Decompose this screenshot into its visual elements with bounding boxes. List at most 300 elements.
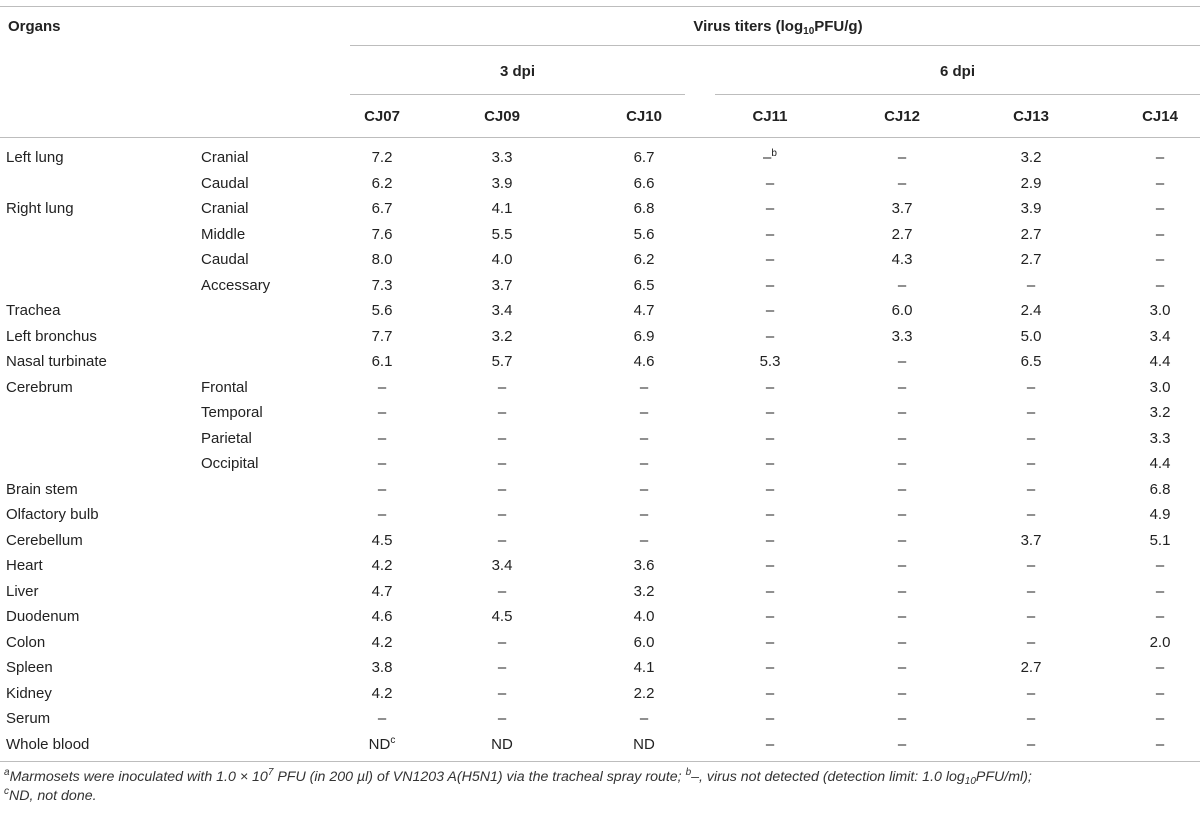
group-3dpi-header: 3 dpi — [499, 63, 535, 80]
titer-cell — [981, 149, 1081, 167]
titer-value: 3.9 — [491, 174, 513, 192]
titer-cell — [852, 251, 952, 269]
organs-header: Organs — [8, 18, 61, 35]
titer-value: – — [497, 684, 507, 702]
titer-value: 3.4 — [1149, 327, 1171, 345]
titer-cell — [981, 353, 1081, 371]
titer-value: 6.8 — [1149, 480, 1171, 498]
titer-underline — [350, 45, 1200, 46]
titer-value: 3.9 — [1020, 200, 1042, 217]
titer-cell — [1110, 302, 1200, 320]
titer-cell — [1110, 175, 1200, 193]
titer-value: 2.7 — [891, 225, 913, 243]
titer-value: – — [1155, 582, 1165, 600]
titer-cell — [720, 430, 820, 448]
titer-cell — [1110, 226, 1200, 244]
titer-value: – — [1026, 608, 1036, 625]
titer-value: – — [897, 149, 907, 166]
organ-label: Olfactory bulb — [6, 506, 99, 523]
titer-cell — [852, 608, 952, 626]
titer-value: 6.0 — [891, 302, 913, 319]
sub-region-label: Parietal — [201, 429, 252, 447]
titer-value: – — [897, 506, 907, 523]
titer-value: 5.0 — [1020, 327, 1042, 345]
titer-cell — [981, 481, 1081, 499]
titer-cell — [981, 328, 1081, 346]
titer-value: – — [377, 455, 387, 472]
titer-cell — [452, 277, 552, 295]
titer-value: – — [897, 633, 907, 651]
titer-cell — [332, 328, 432, 346]
titer-cell — [981, 685, 1081, 703]
titer-value: – — [897, 378, 907, 396]
titer-value: 2.0 — [1149, 633, 1171, 651]
titer-cell — [594, 430, 694, 448]
titer-value: – — [1026, 480, 1036, 498]
titer-value: 6.6 — [633, 174, 655, 192]
titer-value: 4.0 — [633, 608, 655, 625]
titer-value: 3.7 — [491, 276, 513, 294]
footnote-b-text-2: PFU/ml); — [975, 769, 1032, 785]
titer-value: – — [765, 480, 775, 498]
titer-value: – — [765, 225, 775, 243]
titer-value: – — [897, 455, 907, 472]
titer-value: 3.0 — [1149, 378, 1171, 396]
titer-cell — [332, 455, 432, 473]
titer-value: – — [1155, 659, 1165, 676]
titer-value: – — [1155, 684, 1165, 702]
titer-cell — [452, 532, 552, 550]
titer-cell — [981, 532, 1081, 550]
titer-value: – — [1026, 506, 1036, 523]
titer-value: – — [377, 429, 387, 447]
footnote-marker: b — [771, 148, 777, 159]
organ-label: Liver — [6, 582, 39, 600]
organ-label: Nasal turbinate — [6, 353, 107, 370]
titer-value: – — [765, 429, 775, 447]
titer-cell — [1110, 149, 1200, 167]
titer-cell — [720, 200, 820, 218]
titer-value: 6.8 — [633, 200, 655, 217]
titer-cell — [332, 226, 432, 244]
titer-value: ND — [368, 735, 391, 753]
virus-titers-header — [0, 18, 1200, 36]
titer-cell — [852, 353, 952, 371]
titer-value: – — [765, 404, 775, 421]
titer-value: – — [1155, 225, 1165, 243]
titer-cell — [332, 251, 432, 269]
titer-value: – — [1155, 608, 1165, 625]
titer-value: 3.7 — [1020, 531, 1042, 549]
titer-cell — [452, 404, 552, 422]
titer-cell — [332, 685, 432, 703]
titer-cell — [720, 302, 820, 320]
titer-sub: 10 — [803, 26, 815, 37]
titer-value: – — [639, 378, 649, 396]
organ-label: Spleen — [6, 659, 53, 676]
titer-value: – — [1026, 276, 1036, 294]
titer-cell — [594, 404, 694, 422]
animal-header: CJ11 — [752, 108, 788, 125]
titer-cell — [332, 608, 432, 626]
titer-cell — [1110, 608, 1200, 626]
titer-value: 3.2 — [633, 582, 655, 600]
titer-value: – — [639, 710, 649, 727]
titer-value: 5.7 — [491, 353, 513, 370]
titer-cell — [332, 634, 432, 652]
titer-value: – — [639, 506, 649, 523]
titer-cell — [981, 634, 1081, 652]
titer-value: – — [897, 710, 907, 727]
titer-value: 3.2 — [1020, 149, 1042, 166]
titer-cell — [720, 481, 820, 499]
titer-cell — [1110, 634, 1200, 652]
organ-label: Duodenum — [6, 608, 80, 625]
titer-cell — [852, 736, 952, 754]
titer-value: – — [897, 684, 907, 702]
header-bottom-rule — [0, 137, 1200, 138]
titer-value: 4.2 — [371, 684, 393, 702]
sub-region-label: Temporal — [201, 404, 263, 421]
titer-value: – — [1155, 149, 1165, 166]
titer-cell — [720, 251, 820, 269]
titer-value: – — [897, 276, 907, 294]
titer-cell — [332, 532, 432, 550]
titer-value: – — [765, 659, 775, 676]
titer-value: 5.1 — [1149, 531, 1171, 549]
titer-cell — [852, 455, 952, 473]
titer-value: 3.3 — [891, 327, 913, 345]
titer-value: – — [497, 455, 507, 472]
titer-value: 3.6 — [633, 557, 655, 574]
organ-label: Cerebellum — [6, 531, 83, 549]
titer-value: 6.2 — [371, 174, 393, 192]
titer-cell — [1110, 736, 1200, 754]
titer-value: – — [765, 302, 775, 319]
titer-cell — [720, 736, 820, 754]
titer-value: – — [1155, 735, 1165, 753]
animal-header: CJ07 — [364, 108, 400, 125]
titer-cell — [720, 353, 820, 371]
titer-cell — [452, 634, 552, 652]
titer-value: – — [1155, 557, 1165, 574]
titer-cell — [1110, 532, 1200, 550]
animal-header: CJ12 — [884, 108, 920, 125]
titer-cell — [594, 659, 694, 677]
titer-value: – — [639, 480, 649, 498]
titer-value: – — [377, 506, 387, 523]
titer-value: – — [1026, 735, 1036, 753]
titer-cell — [332, 353, 432, 371]
titer-value: – — [765, 276, 775, 294]
titer-value: 4.0 — [491, 251, 513, 268]
titer-cell — [452, 710, 552, 728]
titer-cell — [332, 430, 432, 448]
titer-value: – — [897, 582, 907, 600]
titer-value: – — [1026, 378, 1036, 396]
titer-cell — [852, 200, 952, 218]
titer-cell — [594, 710, 694, 728]
titer-cell — [332, 149, 432, 167]
titer-cell — [1110, 430, 1200, 448]
titer-value: – — [765, 378, 775, 396]
titer-cell — [852, 226, 952, 244]
titer-value: – — [765, 455, 775, 472]
titer-cell — [720, 506, 820, 524]
titer-cell — [332, 506, 432, 524]
sub-region-label: Occipital — [201, 455, 259, 472]
titer-value: – — [497, 582, 507, 600]
titer-value: – — [765, 327, 775, 345]
titer-cell — [594, 302, 694, 320]
titer-value: – — [1155, 710, 1165, 727]
titer-value: – — [897, 557, 907, 574]
titer-value: – — [765, 684, 775, 702]
titer-cell — [720, 379, 820, 397]
titer-cell — [594, 149, 694, 167]
titer-value: 7.6 — [371, 225, 393, 243]
titer-cell — [720, 685, 820, 703]
titer-cell — [981, 583, 1081, 601]
titer-value: – — [765, 710, 775, 727]
titer-cell — [1110, 404, 1200, 422]
titer-value: – — [497, 710, 507, 727]
titer-value: – — [897, 531, 907, 549]
titer-cell — [981, 557, 1081, 575]
titer-value: 4.4 — [1149, 353, 1171, 370]
titer-value: – — [1155, 200, 1165, 217]
organ-label: Colon — [6, 633, 46, 651]
titer-value: – — [639, 429, 649, 447]
organ-label: Left bronchus — [6, 327, 97, 345]
titer-cell — [594, 200, 694, 218]
top-rule — [0, 6, 1200, 7]
titer-cell — [1110, 481, 1200, 499]
titer-value: 4.3 — [891, 251, 913, 268]
titer-cell — [981, 710, 1081, 728]
titer-value: 3.7 — [891, 200, 913, 217]
titer-cell — [852, 532, 952, 550]
titer-value: 4.5 — [491, 608, 513, 625]
titer-value: – — [897, 429, 907, 447]
titer-cell — [594, 328, 694, 346]
titer-value: – — [497, 633, 507, 651]
titer-cell — [720, 404, 820, 422]
titer-value: 2.7 — [1020, 225, 1042, 243]
titer-cell — [452, 353, 552, 371]
footnote-b-sub: 10 — [964, 776, 976, 787]
titer-value: – — [765, 633, 775, 651]
titer-cell — [594, 532, 694, 550]
titer-value: 3.0 — [1149, 302, 1171, 319]
titer-value: – — [639, 404, 649, 421]
titer-cell — [852, 634, 952, 652]
titer-value: – — [1155, 251, 1165, 268]
titer-value: 7.2 — [371, 149, 393, 166]
titer-value: 4.6 — [633, 353, 655, 370]
titer-value: 5.3 — [759, 353, 781, 370]
animal-header: CJ09 — [484, 108, 520, 125]
titer-value: – — [377, 404, 387, 421]
titer-cell — [720, 659, 820, 677]
titer-cell — [1110, 353, 1200, 371]
titer-cell — [452, 659, 552, 677]
titer-cell — [452, 226, 552, 244]
titer-value: 6.9 — [633, 327, 655, 345]
titer-cell — [1110, 506, 1200, 524]
titer-cell — [1110, 328, 1200, 346]
titer-value: 2.4 — [1020, 302, 1042, 319]
titer-cell — [852, 149, 952, 167]
titer-cell — [594, 251, 694, 269]
titer-cell — [852, 506, 952, 524]
titer-value: 4.2 — [371, 633, 393, 651]
titer-cell — [720, 175, 820, 193]
footnote-a-text-1: Marmosets were inoculated with 1.0 × 10 — [9, 769, 268, 785]
titer-cell — [452, 583, 552, 601]
titer-value: 3.4 — [491, 557, 513, 574]
titer-value: 2.7 — [1020, 659, 1042, 676]
titer-value: – — [1026, 429, 1036, 447]
titer-value: – — [497, 506, 507, 523]
titer-cell — [452, 557, 552, 575]
titer-cell — [594, 277, 694, 295]
titer-cell — [852, 430, 952, 448]
organ-label: Serum — [6, 710, 51, 727]
titer-cell — [594, 685, 694, 703]
titer-value: – — [897, 735, 907, 753]
titer-value: 4.9 — [1149, 506, 1171, 523]
titer-cell — [1110, 277, 1200, 295]
titer-value: – — [765, 608, 775, 625]
titer-cell — [594, 481, 694, 499]
titer-value: – — [1155, 174, 1165, 192]
titer-value: – — [1026, 404, 1036, 421]
titer-cell — [981, 226, 1081, 244]
titer-value: – — [897, 480, 907, 498]
titer-value: – — [763, 149, 772, 166]
titer-value: 4.4 — [1149, 455, 1171, 472]
organ-label: Cerebrum — [6, 378, 73, 396]
titer-cell — [981, 379, 1081, 397]
titer-value: – — [765, 557, 775, 574]
titer-cell — [594, 736, 694, 754]
footnote-a-mark: a — [4, 767, 10, 778]
organ-label: Trachea — [6, 302, 61, 319]
titer-value: 6.5 — [633, 276, 655, 294]
titer-cell — [852, 685, 952, 703]
titer-cell — [981, 277, 1081, 295]
sub-region-label: Cranial — [201, 200, 249, 217]
titer-cell — [720, 532, 820, 550]
titer-value: – — [765, 174, 775, 192]
titer-cell — [852, 302, 952, 320]
titer-cell — [1110, 583, 1200, 601]
titer-cell — [981, 430, 1081, 448]
group-3dpi-underline — [350, 94, 685, 95]
sub-region-label: Frontal — [201, 378, 248, 396]
titer-cell — [332, 175, 432, 193]
titer-value: – — [497, 659, 507, 676]
titer-cell — [452, 200, 552, 218]
titer-cell — [720, 226, 820, 244]
titer-cell — [594, 608, 694, 626]
titer-value: – — [377, 378, 387, 396]
titer-cell — [852, 277, 952, 295]
footnote-c-text: ND, not done. — [9, 788, 97, 804]
titer-prefix: Virus titers (log — [693, 18, 804, 35]
titer-value: 3.2 — [1149, 404, 1171, 421]
titer-value: – — [765, 506, 775, 523]
sub-region-label: Caudal — [201, 251, 249, 268]
titer-cell — [332, 710, 432, 728]
titer-value: 2.2 — [633, 684, 655, 702]
titer-value: – — [377, 710, 387, 727]
titer-value: – — [765, 200, 775, 217]
footnote-b-mark: b — [685, 767, 692, 778]
titer-cell — [981, 506, 1081, 524]
titer-cell — [332, 736, 432, 754]
titer-value: 6.1 — [371, 353, 393, 370]
titer-value: – — [1026, 582, 1036, 600]
titer-cell — [720, 557, 820, 575]
titer-cell — [981, 200, 1081, 218]
titer-value: – — [897, 659, 907, 676]
titer-value: – — [497, 429, 507, 447]
titer-cell — [452, 149, 552, 167]
titer-value: ND — [491, 735, 513, 753]
titer-cell — [720, 149, 820, 167]
titer-value: 6.7 — [633, 149, 655, 166]
titer-cell — [594, 506, 694, 524]
titer-value: 6.2 — [633, 251, 655, 268]
titer-cell — [332, 277, 432, 295]
sub-region-label: Caudal — [201, 174, 249, 192]
titer-cell — [332, 379, 432, 397]
titer-cell — [594, 583, 694, 601]
titer-cell — [594, 226, 694, 244]
titer-cell — [720, 710, 820, 728]
titer-value: 4.7 — [371, 582, 393, 600]
titer-value: – — [1026, 557, 1036, 574]
titer-cell — [452, 608, 552, 626]
titer-value: 3.2 — [491, 327, 513, 345]
organ-label: Left lung — [6, 149, 64, 166]
footnotes — [4, 768, 1199, 806]
titer-cell — [852, 404, 952, 422]
titer-cell — [452, 328, 552, 346]
titer-value: 6.0 — [633, 633, 655, 651]
titer-value: – — [765, 582, 775, 600]
titer-cell — [452, 685, 552, 703]
bottom-rule — [0, 761, 1200, 762]
titer-value: – — [1026, 455, 1036, 472]
titer-value: 8.0 — [371, 251, 393, 268]
titer-value: 4.1 — [491, 200, 513, 217]
titer-cell — [981, 736, 1081, 754]
titer-cell — [981, 251, 1081, 269]
titer-cell — [852, 557, 952, 575]
titer-value: – — [765, 735, 775, 753]
footnote-b-text-1: –, virus not detected (detection limit: 1.0 log — [691, 769, 965, 785]
titer-cell — [720, 455, 820, 473]
titer-cell — [594, 634, 694, 652]
titer-value: 4.2 — [371, 557, 393, 574]
titer-cell — [332, 200, 432, 218]
titer-value: – — [377, 480, 387, 498]
titer-value: – — [765, 251, 775, 268]
titer-cell — [1110, 659, 1200, 677]
